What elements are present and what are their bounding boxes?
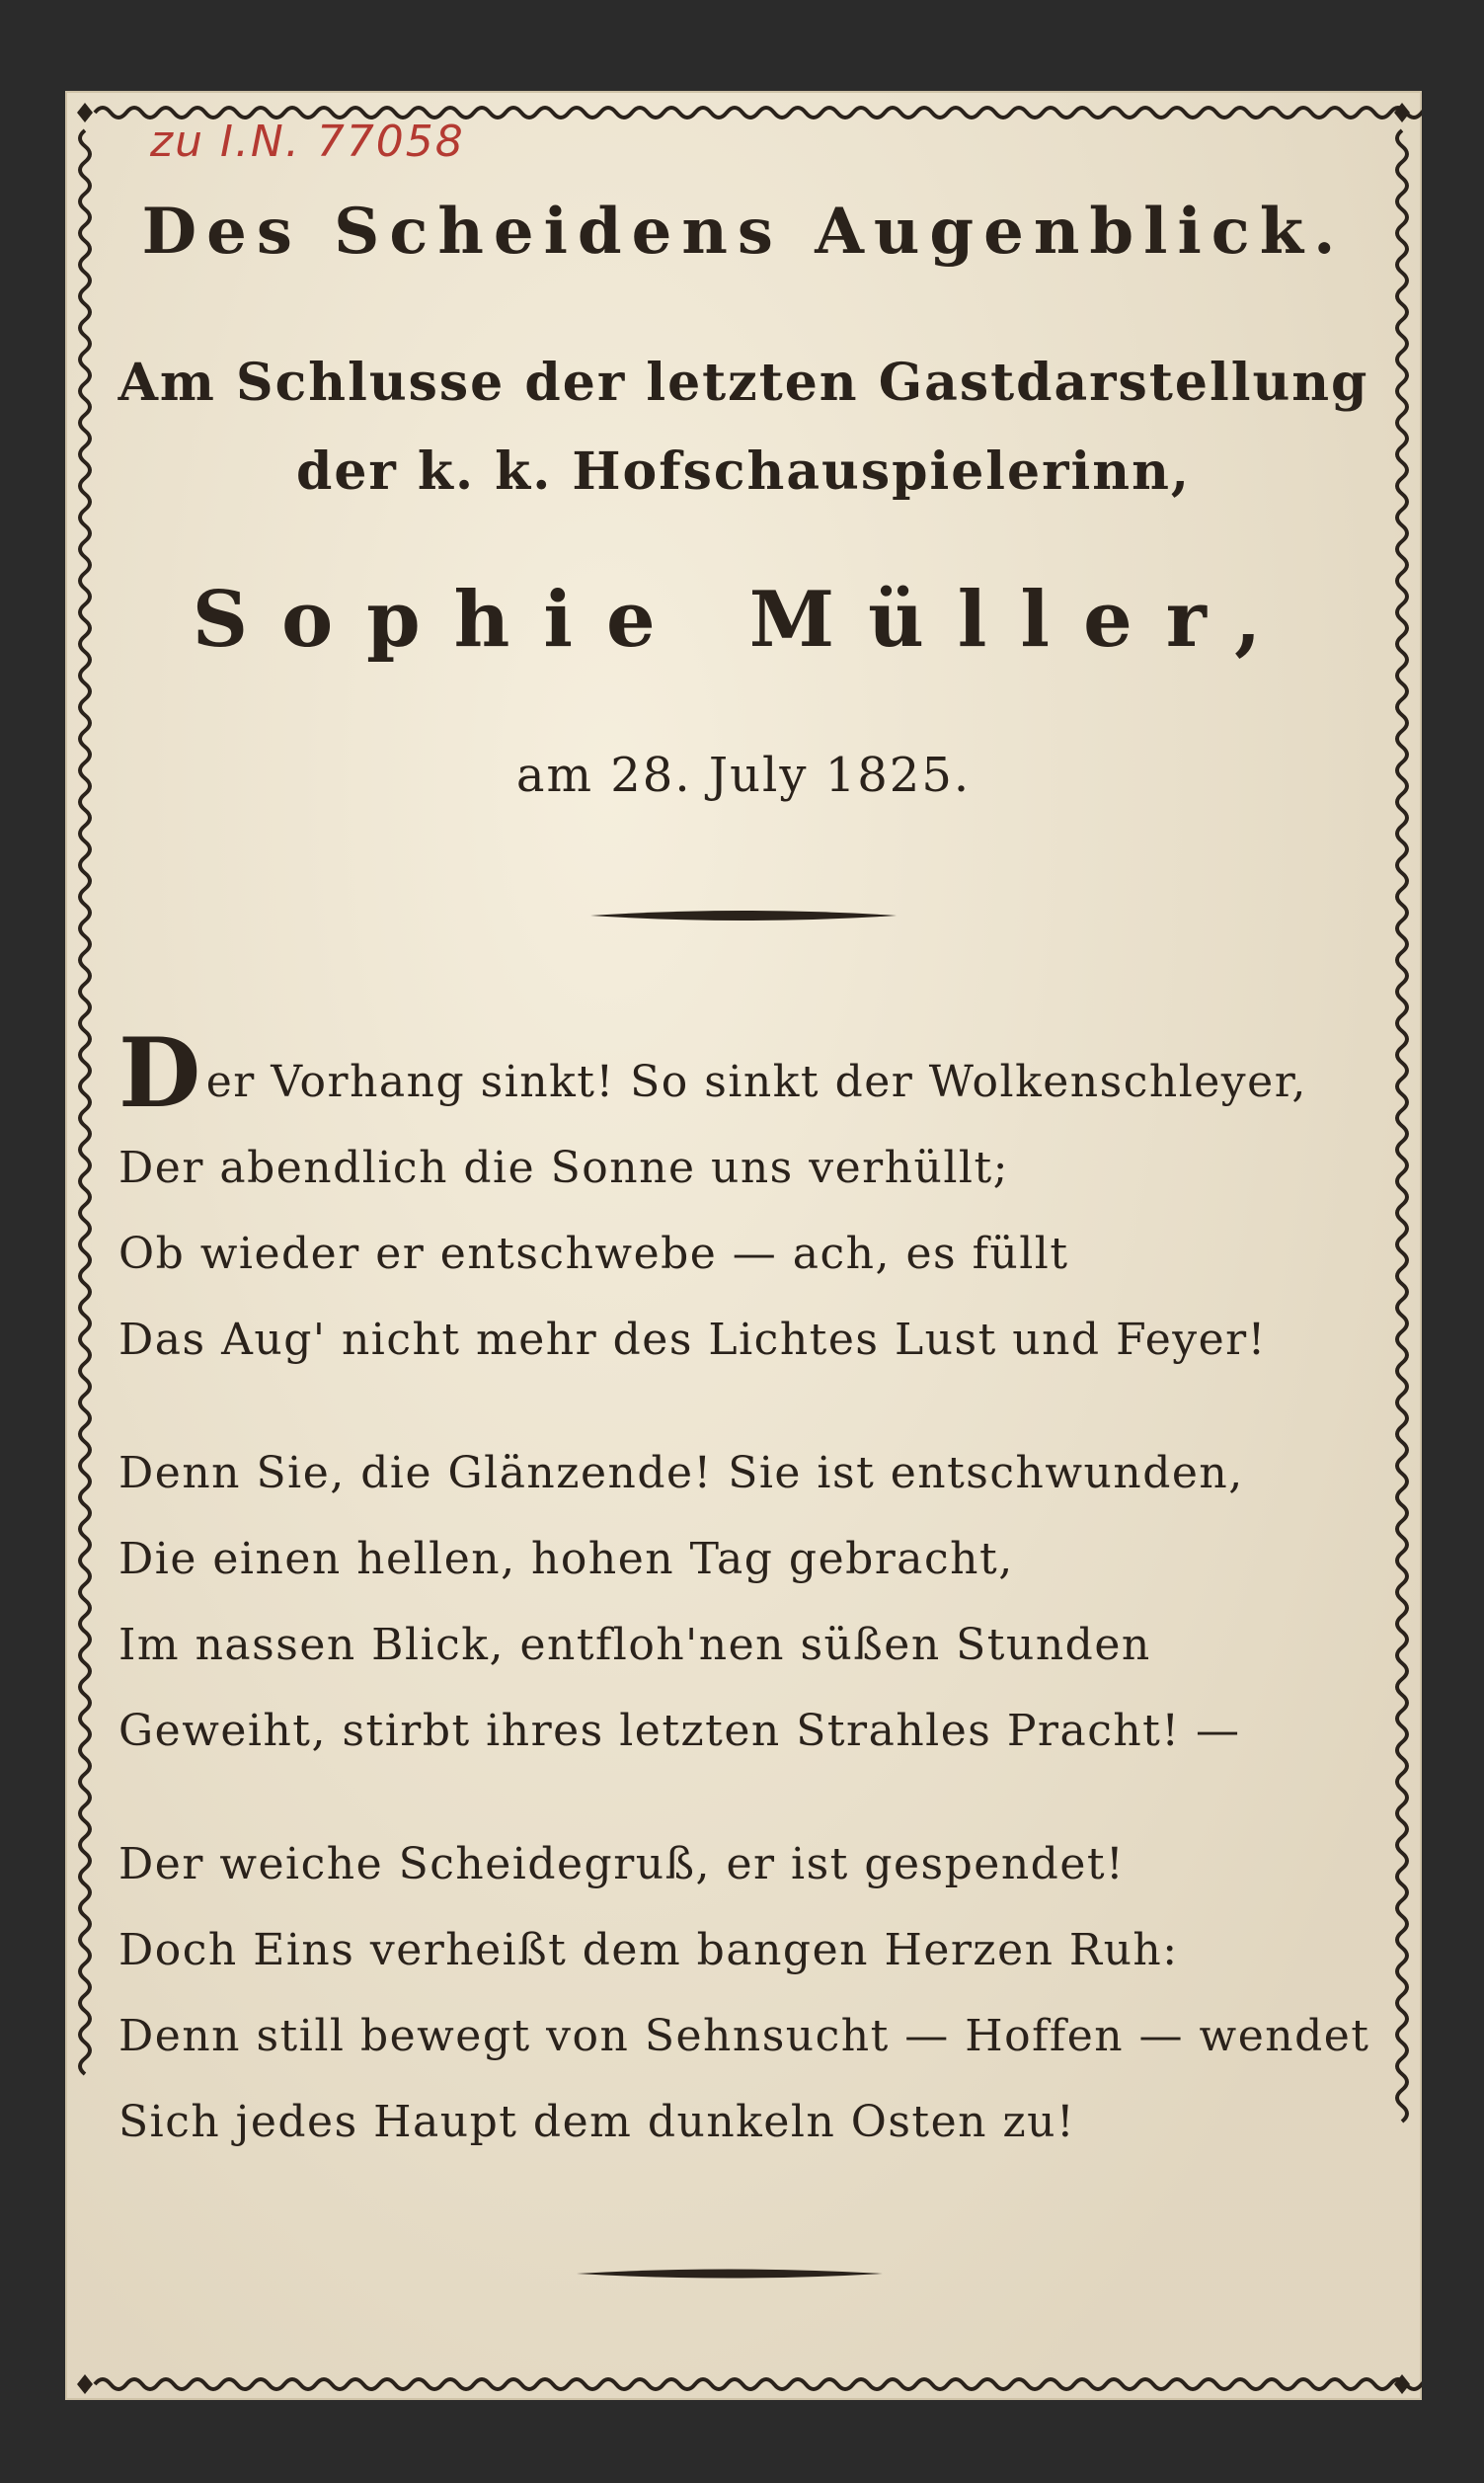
poem-line: Das Aug' nicht mehr des Lichtes Lust und Feyer! (118, 1315, 1267, 1365)
poem-line: Denn still bewegt von Sehnsucht — Hoffen — wendet (118, 2011, 1370, 2061)
stanza-1 (118, 1017, 1402, 1383)
top-ornamental-rule (65, 901, 1422, 930)
broadsheet-page (65, 91, 1422, 2400)
subtitle-line-1: Am Schlusse der letzten Gastdarstellung (117, 353, 1369, 413)
poem-line: Sich jedes Haupt dem dunkeln Osten zu! (118, 2097, 1076, 2147)
honoree-name: Sophie Müller, (192, 575, 1295, 665)
poem-line: Der weiche Scheidegruß, er ist gespendet! (118, 1839, 1126, 1889)
poem-line: Die einen hellen, hohen Tag gebracht, (118, 1534, 1014, 1584)
poem-line: Ob wieder er entschwebe — ach, es füllt (118, 1229, 1069, 1279)
poem-line: Doch Eins verheißt dem bangen Herzen Ruh: (118, 1925, 1179, 1975)
poem-line: Der abendlich die Sonne uns verhüllt; (118, 1143, 1009, 1193)
stanza-3 (118, 1821, 1402, 2165)
poem-line: Geweiht, stirbt ihres letzten Strahles Pracht! — (118, 1706, 1241, 1756)
subtitle-line-2: der k. k. Hofschauspielerinn, (295, 441, 1192, 502)
stanza-2 (118, 1430, 1402, 1774)
poem-line: Denn Sie, die Glänzende! Sie ist entschwunden, (118, 1448, 1244, 1498)
poem (118, 1017, 1402, 2212)
handwritten-shelfmark: zu I.N. 77058 (150, 117, 465, 167)
poem-line (118, 1017, 1402, 1129)
performance-date: am 28. July 1825. (515, 748, 972, 803)
page-title: Des Scheidens Augenblick. (141, 195, 1346, 269)
poem-line: Im nassen Blick, entfloh'nen süßen Stunden (118, 1620, 1151, 1670)
drop-cap: D (118, 1017, 202, 1129)
bottom-ornamental-rule (65, 2259, 1422, 2288)
poem-line-text: er Vorhang sinkt! So sinkt der Wolkenschleyer, (205, 1057, 1307, 1107)
